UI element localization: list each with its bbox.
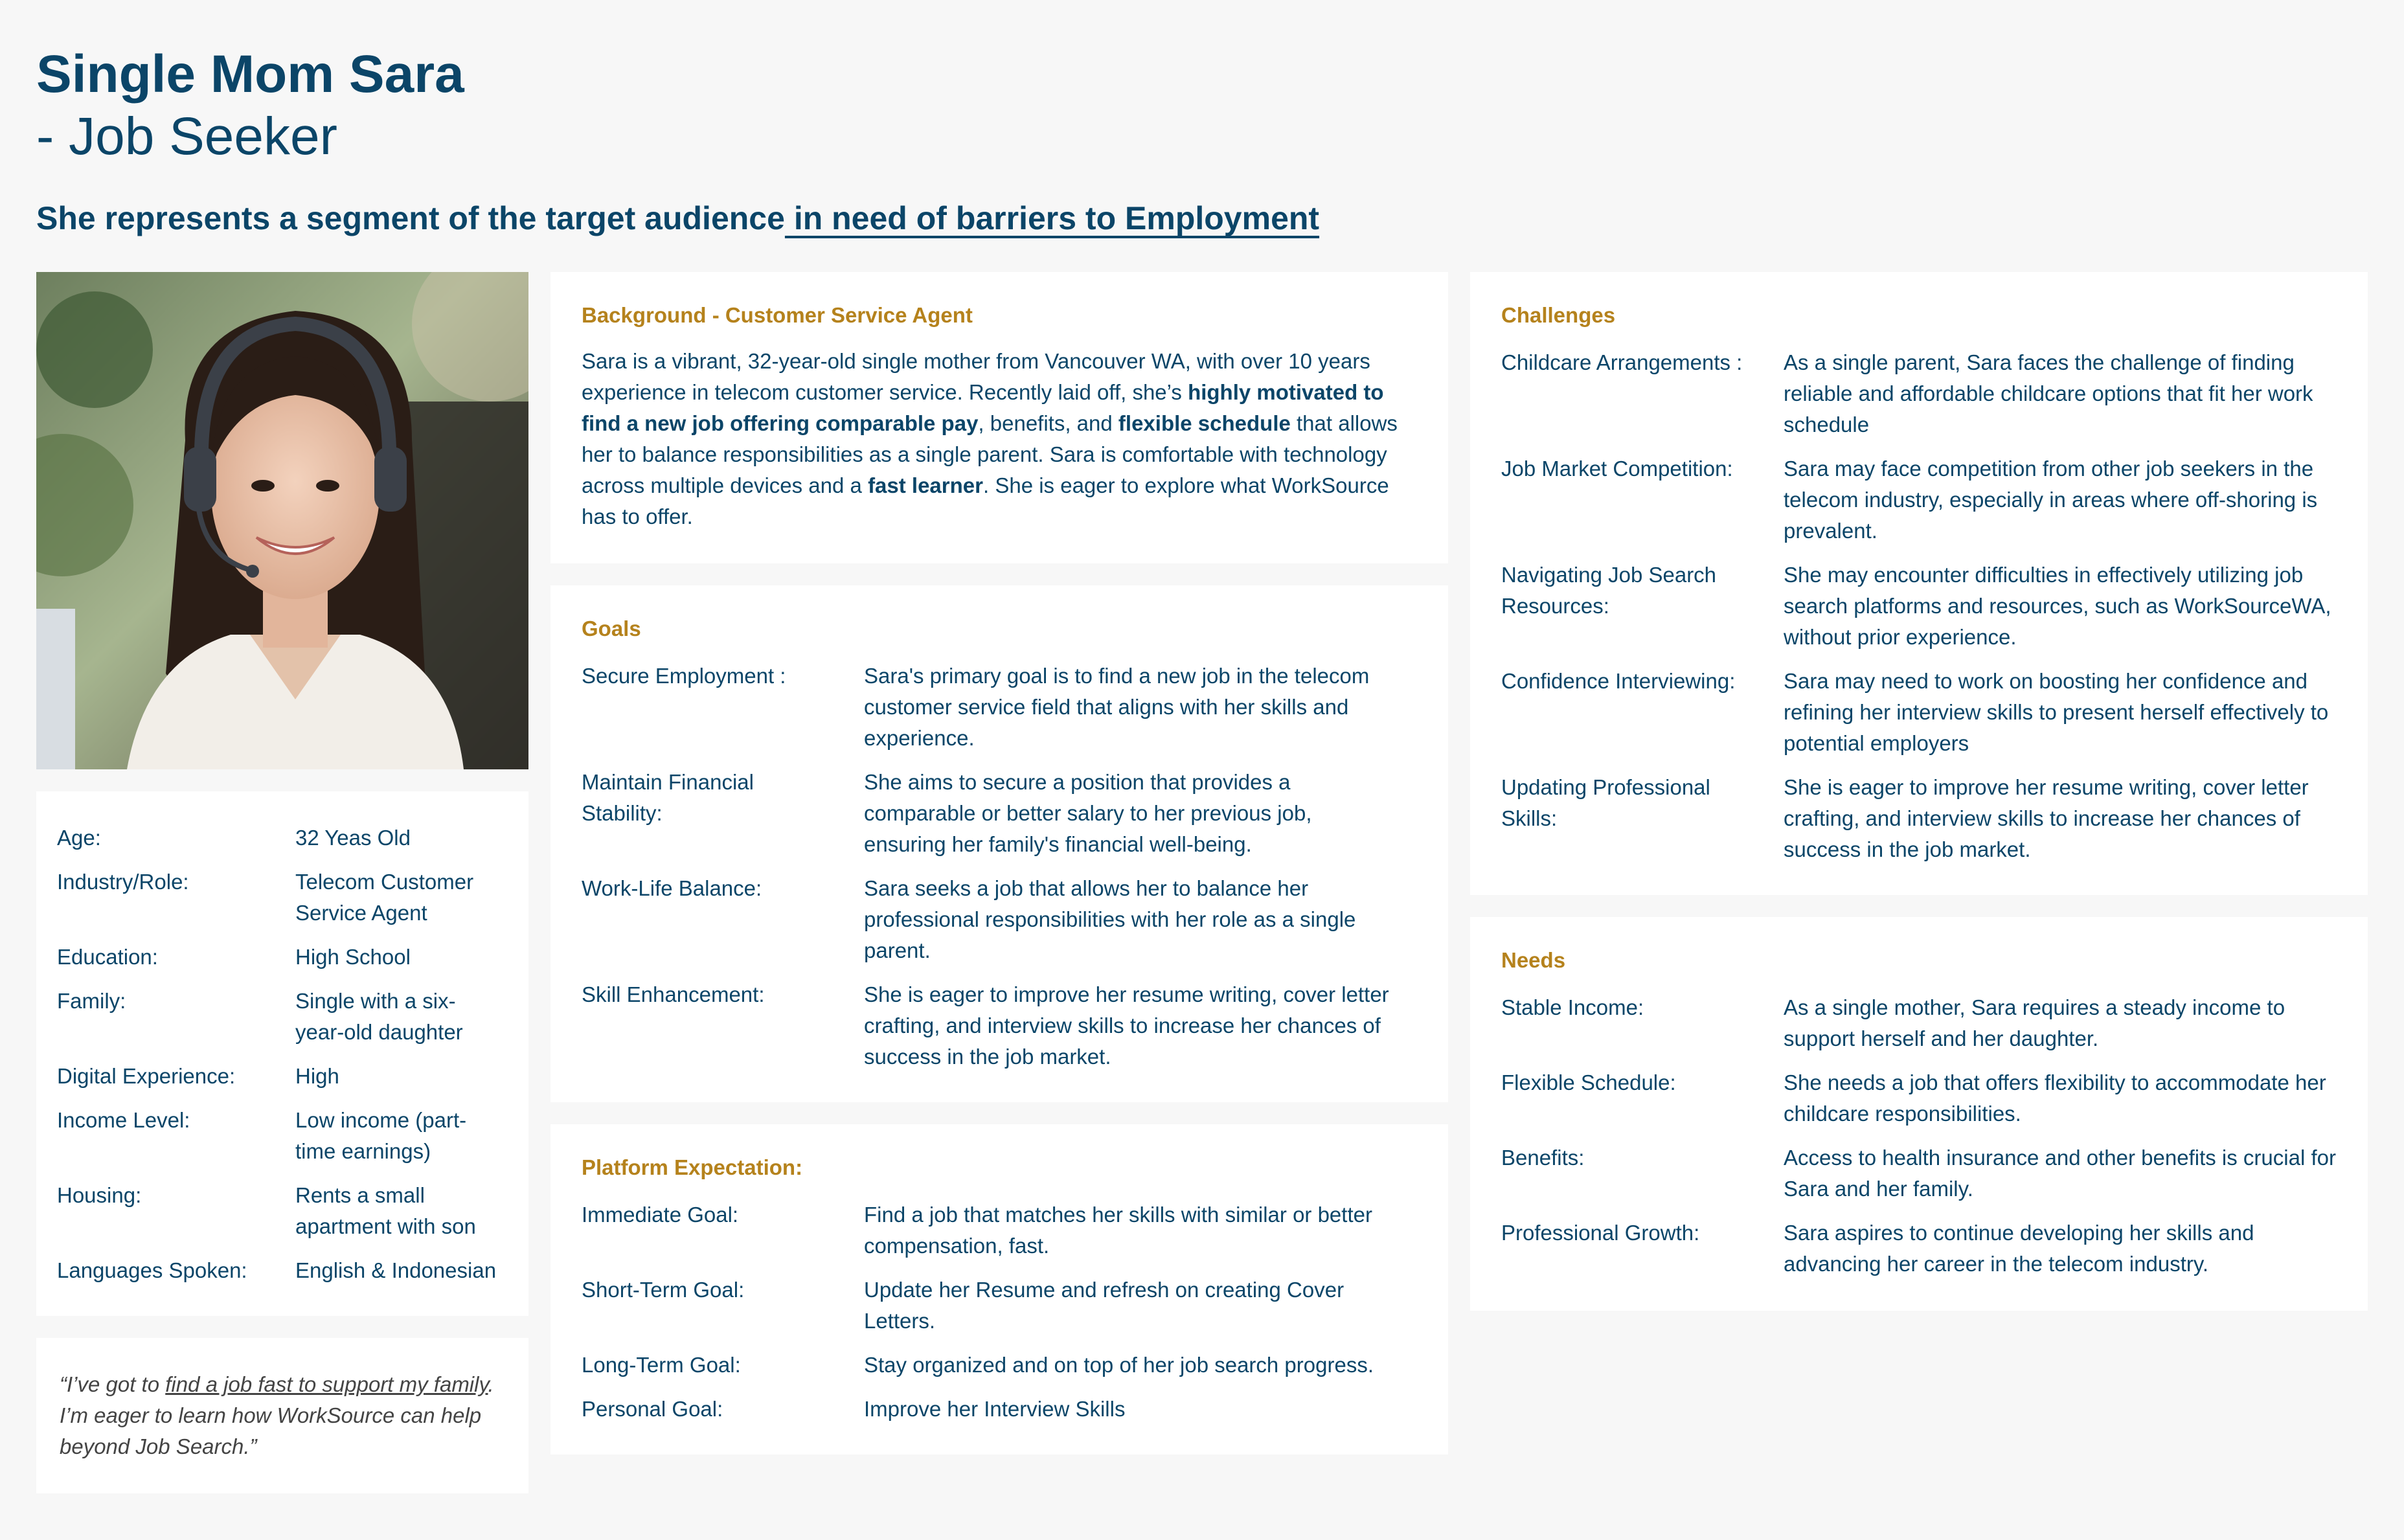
need-value: As a single mother, Sara requires a steady income to support herself and her daughter. — [1784, 995, 2285, 1050]
need-row — [1501, 1067, 2343, 1129]
need-row — [1501, 1142, 2343, 1205]
challenge-label: Navigating Job Search Resources: — [1501, 563, 1717, 618]
goals-card — [550, 585, 1448, 1102]
need-row — [1501, 1217, 2343, 1280]
profile-value: 32 Yeas Old — [295, 826, 411, 850]
profile-label: Family: — [57, 989, 126, 1013]
goal-value: Sara seeks a job that allows her to balance her professional responsibilities with her role as a single parent. — [864, 876, 1356, 962]
quote-text: “I’ve got to — [60, 1372, 166, 1396]
challenge-row — [1501, 347, 2343, 440]
challenge-label: Confidence Interviewing: — [1501, 669, 1736, 693]
goal-label: Secure Employment : — [582, 664, 786, 688]
platform-row — [582, 1394, 1423, 1425]
profile-label: Housing: — [57, 1183, 142, 1207]
background-text-part: , benefits, and — [978, 411, 1118, 435]
quote-highlight: find a job fast to support my family — [165, 1372, 488, 1396]
profile-value: High — [295, 1064, 339, 1088]
profile-row-family — [57, 986, 510, 1048]
persona-quote — [60, 1369, 500, 1462]
need-value: Access to health insurance and other benefits is crucial for Sara and her family. — [1784, 1146, 2336, 1201]
portrait-illustration — [36, 272, 528, 769]
need-value: Sara aspires to continue developing her skills and advancing her career in the telecom industry. — [1784, 1221, 2254, 1276]
challenge-value: Sara may face competition from other job seekers in the telecom industry, especially in areas where off-shoring is prevalent. — [1784, 457, 2318, 543]
challenge-value: Sara may need to work on boosting her confidence and refining her interview skills to present herself effectively to potential employers — [1784, 669, 2329, 755]
platform-value: Stay organized and on top of her job search progress. — [864, 1353, 1374, 1377]
background-text-part: . She is eager to explore what WorkSource has to offer. — [582, 473, 1389, 528]
tagline-text: She represents a segment of the target audience — [36, 200, 785, 236]
persona-role: - Job Seeker — [36, 107, 337, 166]
challenges-title: Challenges — [1501, 303, 1616, 327]
platform-label: Immediate Goal: — [582, 1203, 739, 1227]
profile-label: Education: — [57, 945, 158, 969]
challenges-card — [1470, 272, 2368, 895]
background-text-part: Sara is a vibrant, 32-year-old single mother from Vancouver WA, with over 10 years experience in telecom customer service. Recently laid off, she’s — [582, 349, 1370, 404]
need-label: Flexible Schedule: — [1501, 1070, 1676, 1094]
challenge-label: Job Market Competition: — [1501, 457, 1733, 481]
platform-label: Short-Term Goal: — [582, 1278, 745, 1302]
profile-value: Rents a small apartment with son — [295, 1183, 476, 1238]
profile-label: Age: — [57, 826, 101, 850]
platform-card — [550, 1124, 1448, 1455]
needs-card — [1470, 917, 2368, 1311]
profile-row-languages — [57, 1255, 510, 1286]
challenge-row — [1501, 772, 2343, 865]
challenge-label: Updating Professional Skills: — [1501, 775, 1710, 830]
background-emphasis: highly motivated to find a new job offering comparable pay — [582, 380, 1384, 435]
background-emphasis: flexible schedule — [1118, 411, 1291, 435]
profile-row-housing — [57, 1180, 510, 1242]
challenge-value: As a single parent, Sara faces the challenge of finding reliable and affordable childcare options that fit her work schedule — [1784, 350, 2313, 436]
profile-value: Telecom Customer Service Agent — [295, 870, 474, 925]
platform-row — [582, 1199, 1423, 1262]
challenge-row — [1501, 666, 2343, 759]
need-label: Stable Income: — [1501, 995, 1644, 1019]
platform-row — [582, 1350, 1423, 1381]
persona-tagline — [36, 199, 1319, 237]
profile-value: High School — [295, 945, 411, 969]
profile-row-education — [57, 942, 510, 973]
challenge-value: She is eager to improve her resume writing, cover letter crafting, and interview skills to increase her chances of success in the job market. — [1784, 775, 2309, 861]
need-label: Benefits: — [1501, 1146, 1585, 1170]
platform-value: Find a job that matches her skills with similar or better compensation, fast. — [864, 1203, 1372, 1258]
goal-value: She is eager to improve her resume writing, cover letter crafting, and interview skills to increase her chances of success in the job market. — [864, 982, 1389, 1069]
profile-row-age — [57, 822, 510, 854]
need-value: She needs a job that offers flexibility to accommodate her childcare responsibilities. — [1784, 1070, 2326, 1126]
goal-row — [582, 979, 1423, 1072]
challenge-value: She may encounter difficulties in effectively utilizing job search platforms and resources, such as WorkSourceWA, without prior experience. — [1784, 563, 2331, 649]
platform-label: Long-Term Goal: — [582, 1353, 741, 1377]
need-label: Professional Growth: — [1501, 1221, 1700, 1245]
challenge-row — [1501, 560, 2343, 653]
profile-label: Industry/Role: — [57, 870, 189, 894]
profile-row-industry — [57, 866, 510, 929]
platform-label: Personal Goal: — [582, 1397, 723, 1421]
challenge-row — [1501, 453, 2343, 547]
goal-label: Work-Life Balance: — [582, 876, 762, 900]
challenge-label: Childcare Arrangements : — [1501, 350, 1743, 374]
profile-value: Low income (part-time earnings) — [295, 1108, 467, 1163]
goal-value: Sara's primary goal is to find a new job in the telecom customer service field that aligns with her skills and experience. — [864, 664, 1370, 750]
goal-label: Skill Enhancement: — [582, 982, 765, 1006]
need-row — [1501, 992, 2343, 1054]
background-text-part: that allows her to balance responsibilities as a single parent. Sara is comfortable with technology across multiple devices and a — [582, 411, 1398, 497]
profile-value: English & Indonesian — [295, 1258, 497, 1282]
goal-value: She aims to secure a position that provides a comparable or better salary to her previous job, ensuring her family's financial well-being. — [864, 770, 1312, 856]
goal-row — [582, 661, 1423, 754]
platform-title: Platform Expectation: — [582, 1155, 803, 1179]
profile-row-digital — [57, 1061, 510, 1092]
profile-label: Digital Experience: — [57, 1064, 236, 1088]
tagline-highlight: in need of barriers to Employment — [784, 200, 1320, 236]
goal-row — [582, 767, 1423, 860]
platform-row — [582, 1274, 1423, 1337]
quote-text: . I’m eager to learn how WorkSource can help beyond Job Search.” — [60, 1372, 494, 1458]
profile-label: Income Level: — [57, 1108, 190, 1132]
goals-title: Goals — [582, 617, 641, 640]
needs-title: Needs — [1501, 948, 1566, 972]
background-card — [550, 272, 1448, 563]
profile-row-income — [57, 1105, 510, 1167]
profile-card — [36, 791, 528, 1316]
background-emphasis: fast learner — [868, 473, 983, 497]
goal-label: Maintain Financial Stability: — [582, 770, 754, 825]
persona-photo — [36, 272, 528, 769]
persona-name: Single Mom Sara — [36, 45, 464, 104]
background-title: Background - Customer Service Agent — [582, 303, 973, 327]
platform-value: Improve her Interview Skills — [864, 1397, 1126, 1421]
quote-card — [36, 1338, 528, 1493]
background-text — [582, 346, 1423, 532]
profile-label: Languages Spoken: — [57, 1258, 247, 1282]
profile-value: Single with a six-year-old daughter — [295, 989, 463, 1044]
platform-value: Update her Resume and refresh on creating Cover Letters. — [864, 1278, 1344, 1333]
goal-row — [582, 873, 1423, 966]
